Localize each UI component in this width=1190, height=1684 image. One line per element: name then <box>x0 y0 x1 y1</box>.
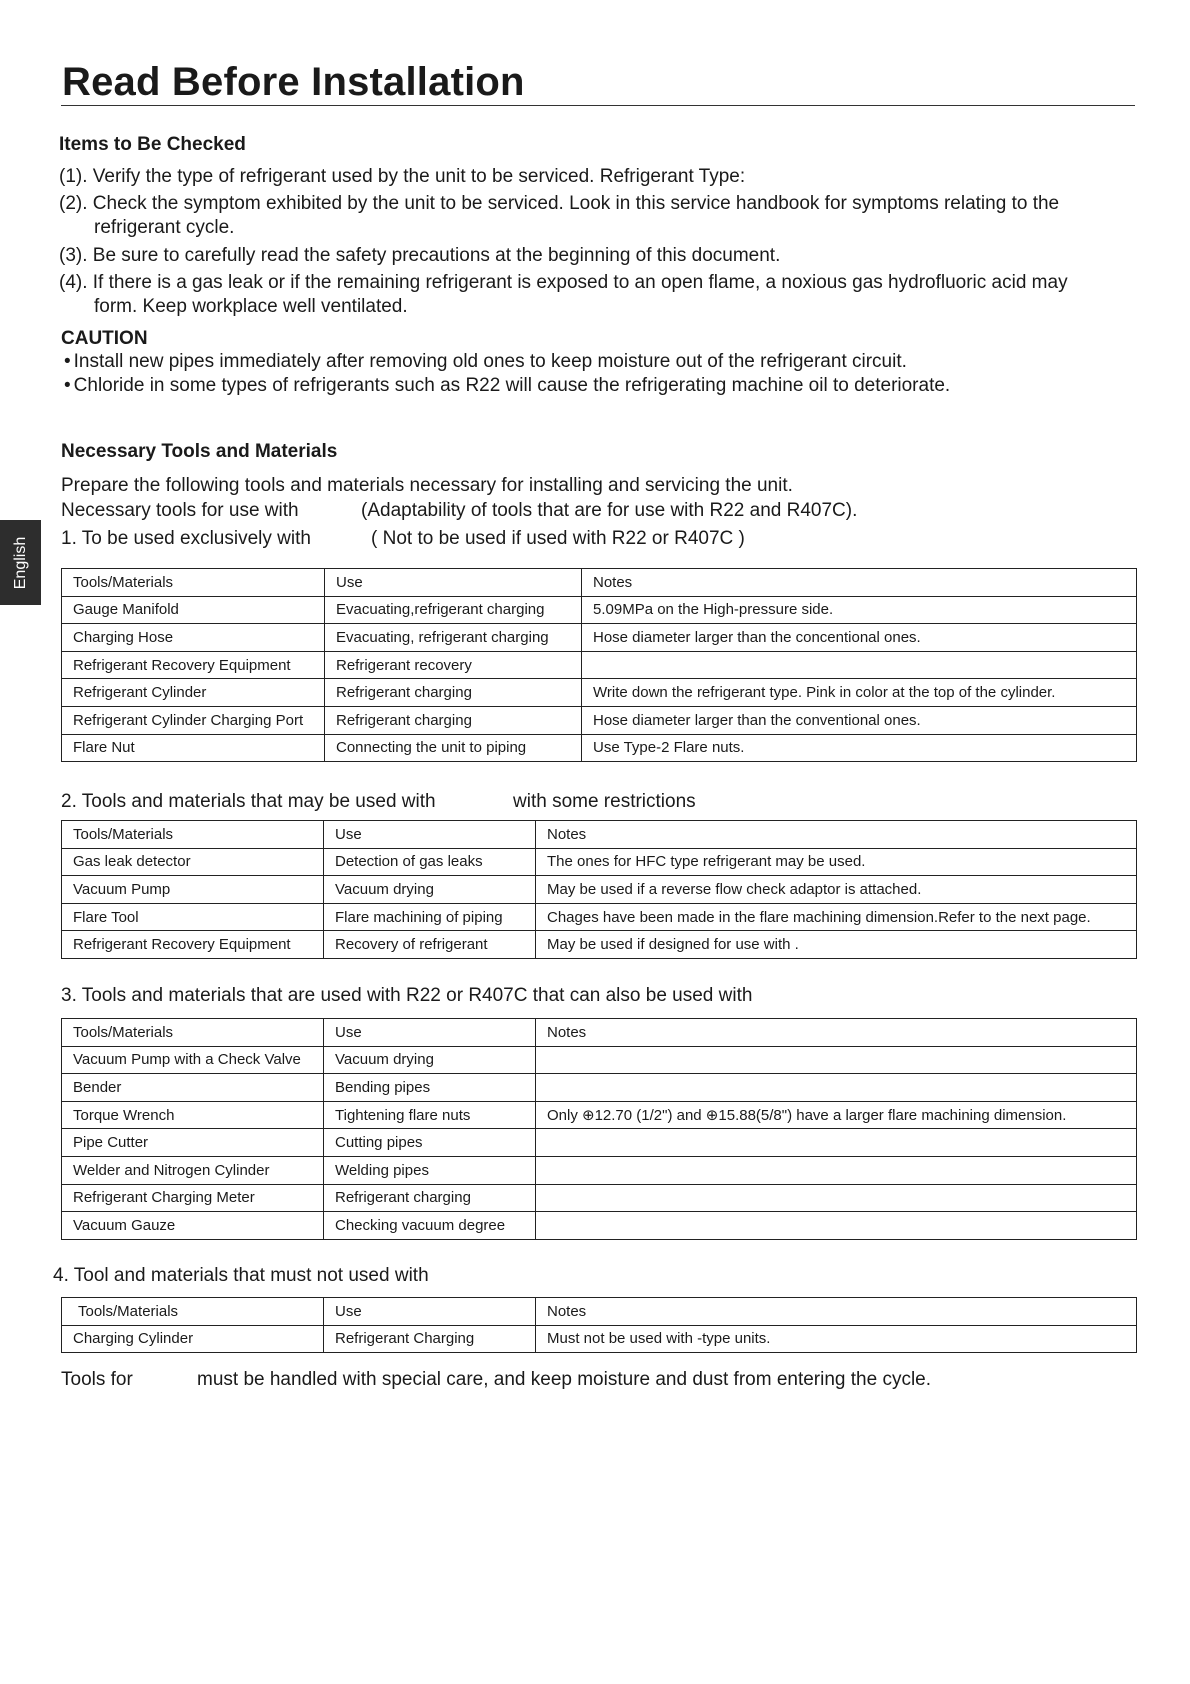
header-cell: Tools/Materials <box>62 1019 324 1047</box>
table-cell: Detection of gas leaks <box>324 848 536 876</box>
header-cell: Use <box>324 1298 536 1326</box>
caution-heading: CAUTION <box>61 328 148 349</box>
caution-bullet-1: • Install new pipes immediately after removing old ones to keep moisture out of the refrigerant circuit. <box>64 350 907 374</box>
items-checked-heading: Items to Be Checked <box>59 134 246 155</box>
table-cell <box>536 1212 1137 1240</box>
table-cell: Refrigerant Charging Meter <box>62 1184 324 1212</box>
table-cell: Torque Wrench <box>62 1101 324 1129</box>
table-row <box>62 876 1137 904</box>
table-row <box>62 624 1137 652</box>
table-row <box>62 848 1137 876</box>
header-cell: Tools/Materials <box>62 1298 324 1326</box>
table-cell: Only ⊕12.70 (1/2") and ⊕15.88(5/8") have a larger flare machining dimension. <box>536 1101 1137 1129</box>
title-rule <box>61 105 1135 106</box>
table-row <box>62 903 1137 931</box>
table-cell <box>582 651 1137 679</box>
table-cell: Welding pipes <box>324 1156 536 1184</box>
table-header-row <box>62 569 1137 597</box>
table-cell: Charging Hose <box>62 624 325 652</box>
table-cell: Chages have been made in the flare machining dimension.Refer to the next page. <box>536 903 1137 931</box>
section-2-heading-a: 2. Tools and materials that may be used with <box>61 791 436 812</box>
table-row <box>62 734 1137 762</box>
table-cell <box>536 1129 1137 1157</box>
table-header-row <box>62 1298 1137 1326</box>
table-cell: Gas leak detector <box>62 848 324 876</box>
table-cell: Refrigerant charging <box>325 706 582 734</box>
table-cell <box>536 1156 1137 1184</box>
section-2-heading-b: with some restrictions <box>513 791 696 812</box>
table-cell: May be used if designed for use with . <box>536 931 1137 959</box>
language-tab <box>0 520 41 605</box>
table-cell: Flare Tool <box>62 903 324 931</box>
tools-line2-b: (Adaptability of tools that are for use with R22 and R407C). <box>361 500 858 521</box>
table-row <box>62 1325 1137 1353</box>
header-cell: Tools/Materials <box>62 821 324 849</box>
tools-intro: Prepare the following tools and materials necessary for installing and servicing the unit. <box>61 475 793 496</box>
check-item-3: (3). Be sure to carefully read the safety precautions at the beginning of this document. <box>59 245 781 266</box>
table-row <box>62 1074 1137 1102</box>
table-row <box>62 1212 1137 1240</box>
footer-note-b: must be handled with special care, and keep moisture and dust from entering the cycle. <box>197 1369 932 1390</box>
table-cell: Vacuum Pump with a Check Valve <box>62 1046 324 1074</box>
table-cell: The ones for HFC type refrigerant may be used. <box>536 848 1137 876</box>
table-cell: Vacuum drying <box>324 1046 536 1074</box>
table-cell: May be used if a reverse flow check adaptor is attached. <box>536 876 1137 904</box>
caution-bullet-2: • Chloride in some types of refrigerants such as R22 will cause the refrigerating machine oil to deteriorate. <box>64 374 950 398</box>
check-item-4-cont: form. Keep workplace well ventilated. <box>94 296 408 317</box>
tools-table-3 <box>61 1018 1137 1240</box>
language-tab-label: English <box>11 536 29 589</box>
tools-line3-a: 1. To be used exclusively with <box>61 528 311 549</box>
table-cell: Refrigerant Charging <box>324 1325 536 1353</box>
table-cell: Must not be used with -type units. <box>536 1325 1137 1353</box>
table-row <box>62 596 1137 624</box>
table-cell: Vacuum Pump <box>62 876 324 904</box>
table-row <box>62 1184 1137 1212</box>
check-item-2-cont: refrigerant cycle. <box>94 217 235 238</box>
header-cell: Tools/Materials <box>62 569 325 597</box>
table-cell: Checking vacuum degree <box>324 1212 536 1240</box>
check-item-2: (2). Check the symptom exhibited by the unit to be serviced. Look in this service handbook for symptoms relating to the <box>59 193 1060 214</box>
table-row <box>62 1156 1137 1184</box>
table-cell: Cutting pipes <box>324 1129 536 1157</box>
table-cell: Pipe Cutter <box>62 1129 324 1157</box>
table-cell: Tightening flare nuts <box>324 1101 536 1129</box>
table-cell: Bender <box>62 1074 324 1102</box>
section-4-heading: 4. Tool and materials that must not used with <box>53 1265 429 1286</box>
table-cell: Charging Cylinder <box>62 1325 324 1353</box>
header-cell: Notes <box>536 821 1137 849</box>
table-cell: Refrigerant Cylinder <box>62 679 325 707</box>
section-3-heading: 3. Tools and materials that are used with R22 or R407C that can also be used with <box>61 985 753 1006</box>
header-cell: Use <box>325 569 582 597</box>
header-cell: Use <box>324 821 536 849</box>
table-cell: Refrigerant Cylinder Charging Port <box>62 706 325 734</box>
header-cell: Notes <box>582 569 1137 597</box>
table-row <box>62 1046 1137 1074</box>
table-cell: Gauge Manifold <box>62 596 325 624</box>
table-cell: Connecting the unit to piping <box>325 734 582 762</box>
table-cell <box>536 1074 1137 1102</box>
table-row <box>62 1101 1137 1129</box>
table-cell: Recovery of refrigerant <box>324 931 536 959</box>
table-row <box>62 1129 1137 1157</box>
tools-table-2 <box>61 820 1137 959</box>
table-cell: 5.09MPa on the High-pressure side. <box>582 596 1137 624</box>
check-item-4: (4). If there is a gas leak or if the remaining refrigerant is exposed to an open flame, a noxious gas hydrofluoric acid may <box>59 272 1068 293</box>
table-cell: Evacuating,refrigerant charging <box>325 596 582 624</box>
table-cell <box>536 1046 1137 1074</box>
table-cell: Flare machining of piping <box>324 903 536 931</box>
tools-line2-a: Necessary tools for use with <box>61 500 299 521</box>
table-cell: Refrigerant charging <box>324 1184 536 1212</box>
tools-heading: Necessary Tools and Materials <box>61 441 338 462</box>
table-cell: Hose diameter larger than the conventional ones. <box>582 706 1137 734</box>
table-cell: Use Type-2 Flare nuts. <box>582 734 1137 762</box>
header-cell: Notes <box>536 1298 1137 1326</box>
footer-note-a: Tools for <box>61 1369 133 1390</box>
header-cell: Use <box>324 1019 536 1047</box>
table-row <box>62 651 1137 679</box>
table-header-row <box>62 1019 1137 1047</box>
page-title: Read Before Installation <box>62 60 525 104</box>
table-cell: Flare Nut <box>62 734 325 762</box>
tools-table-4 <box>61 1297 1137 1353</box>
table-row <box>62 679 1137 707</box>
table-row <box>62 931 1137 959</box>
table-cell: Refrigerant Recovery Equipment <box>62 651 325 679</box>
tools-line3-b: ( Not to be used if used with R22 or R407C ) <box>371 528 745 549</box>
tools-table-1 <box>61 568 1137 762</box>
table-cell: Vacuum drying <box>324 876 536 904</box>
table-cell: Bending pipes <box>324 1074 536 1102</box>
table-cell: Refrigerant charging <box>325 679 582 707</box>
header-cell: Notes <box>536 1019 1137 1047</box>
table-cell: Welder and Nitrogen Cylinder <box>62 1156 324 1184</box>
table-row <box>62 706 1137 734</box>
table-cell <box>536 1184 1137 1212</box>
table-cell: Vacuum Gauze <box>62 1212 324 1240</box>
table-cell: Hose diameter larger than the concentional ones. <box>582 624 1137 652</box>
table-cell: Write down the refrigerant type. Pink in color at the top of the cylinder. <box>582 679 1137 707</box>
table-header-row <box>62 821 1137 849</box>
table-cell: Evacuating, refrigerant charging <box>325 624 582 652</box>
check-item-1: (1). Verify the type of refrigerant used by the unit to be serviced. Refrigerant Type: <box>59 166 746 187</box>
table-cell: Refrigerant recovery <box>325 651 582 679</box>
table-cell: Refrigerant Recovery Equipment <box>62 931 324 959</box>
